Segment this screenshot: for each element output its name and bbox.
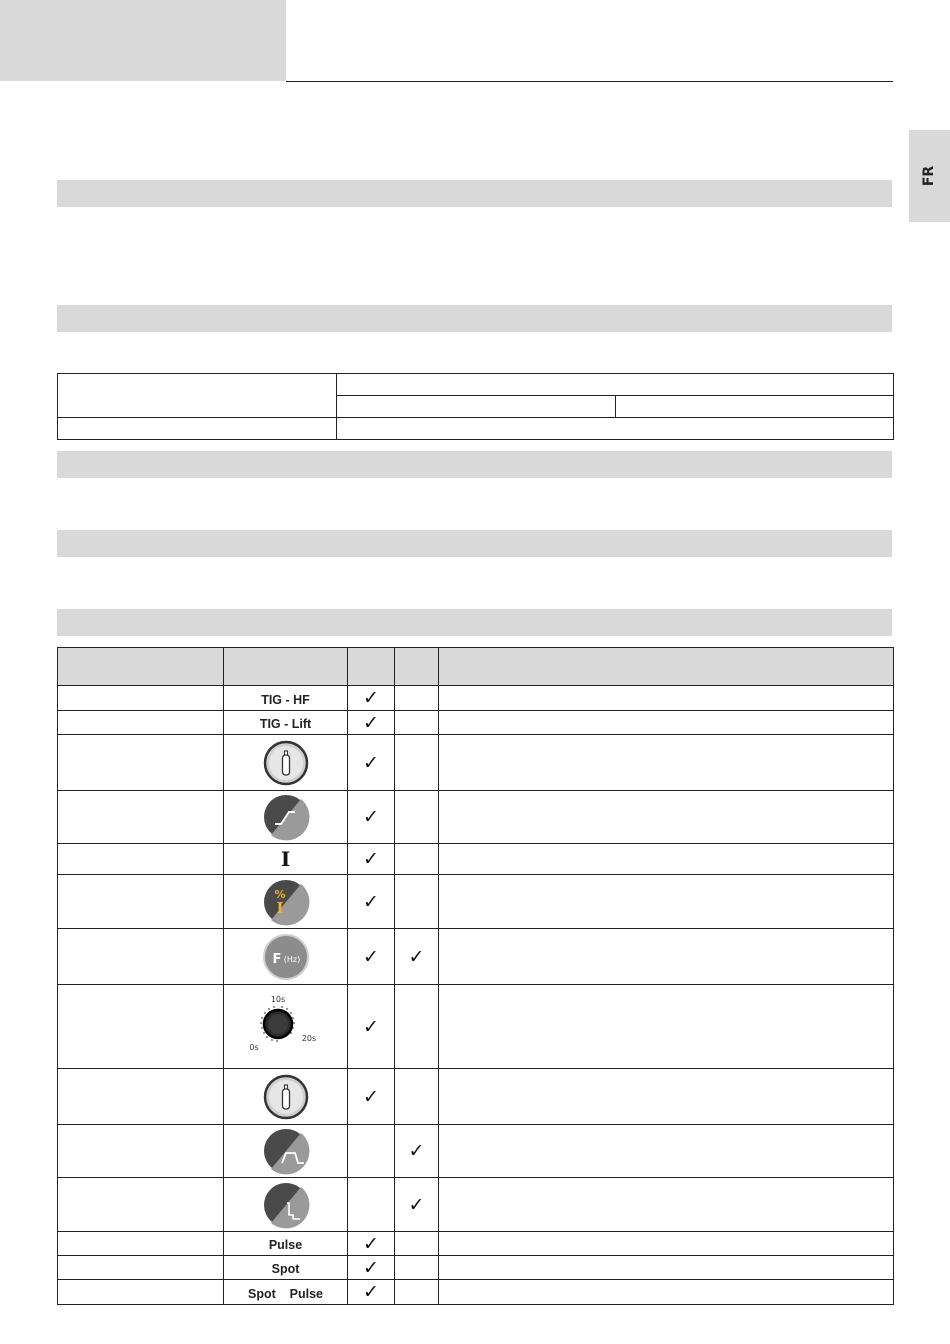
check-mark: ✓	[408, 1193, 425, 1216]
header-rule	[286, 81, 893, 82]
svg-text:I: I	[275, 898, 284, 917]
mode-label: Spot	[271, 1262, 300, 1276]
current-i-icon: I	[280, 847, 291, 871]
check-mark: ✓	[408, 1140, 425, 1162]
spec-table-header-cell	[337, 374, 894, 396]
upslope-knob-icon	[262, 793, 310, 841]
svg-text:20s: 20s	[301, 1033, 316, 1043]
mode-label: Spot Pulse	[247, 1286, 323, 1301]
section-band-2	[57, 305, 892, 332]
table-row	[58, 1178, 894, 1232]
spec-table-subheader-cell	[337, 396, 616, 418]
pulse-wave-knob-icon	[262, 1127, 310, 1175]
mode-label: Pulse	[268, 1238, 303, 1252]
section-band-4	[57, 530, 892, 557]
check-mark: ✓	[363, 687, 379, 709]
svg-text:F: F	[272, 951, 281, 967]
svg-text:0s: 0s	[248, 1042, 259, 1052]
check-mark: ✓	[363, 1281, 379, 1303]
check-mark: ✓	[363, 806, 379, 828]
spec-table-subheader-cell	[616, 396, 894, 418]
check-mark: ✓	[363, 1085, 379, 1108]
table-row	[58, 711, 894, 735]
table-row	[58, 875, 894, 929]
symbols-header-cell	[348, 648, 395, 686]
table-row	[58, 985, 894, 1069]
timer-dial-icon	[246, 991, 326, 1063]
table-row	[58, 791, 894, 844]
mode-label: TIG - Lift	[259, 717, 312, 731]
symbols-header-cell	[439, 648, 894, 686]
check-mark: ✓	[363, 1015, 379, 1038]
spec-table-cell	[337, 418, 894, 440]
svg-text:%: %	[273, 887, 286, 901]
spec-table-cell	[58, 418, 337, 440]
spec-table	[57, 373, 894, 440]
percent-current-knob-icon	[262, 878, 310, 926]
symbols-header-cell	[395, 648, 439, 686]
check-mark: ✓	[363, 1232, 379, 1255]
table-row	[58, 686, 894, 711]
spec-table-header-cell	[58, 374, 337, 418]
symbols-header-cell	[58, 648, 224, 686]
section-band-5	[57, 609, 892, 636]
table-row	[58, 735, 894, 791]
symbols-header-cell	[224, 648, 348, 686]
table-row	[58, 929, 894, 985]
check-mark: ✓	[408, 945, 425, 968]
gas-cylinder-knob-icon	[262, 1073, 310, 1121]
svg-text:10s: 10s	[270, 994, 285, 1004]
frequency-hz-knob-icon	[262, 933, 310, 981]
table-row	[58, 844, 894, 875]
table-row	[58, 1256, 894, 1280]
check-mark: ✓	[363, 848, 379, 870]
gas-cylinder-knob-icon	[262, 739, 310, 787]
check-mark: ✓	[363, 751, 379, 774]
table-row	[58, 1280, 894, 1305]
check-mark: ✓	[363, 945, 379, 968]
header-corner-block	[0, 0, 286, 81]
table-row	[58, 1069, 894, 1125]
table-row	[58, 1125, 894, 1178]
check-mark: ✓	[363, 890, 379, 913]
section-band-3	[57, 451, 892, 478]
symbols-table	[57, 647, 894, 1305]
language-tab-label: FR	[921, 165, 938, 187]
downslope-knob-icon	[262, 1181, 310, 1229]
svg-text:(Hz): (Hz)	[283, 954, 300, 964]
section-band-1	[57, 180, 892, 207]
table-row	[58, 1232, 894, 1256]
check-mark: ✓	[363, 711, 379, 734]
check-mark: ✓	[363, 1256, 379, 1279]
language-tab[interactable]	[909, 130, 950, 222]
mode-label: TIG - HF	[261, 692, 310, 707]
